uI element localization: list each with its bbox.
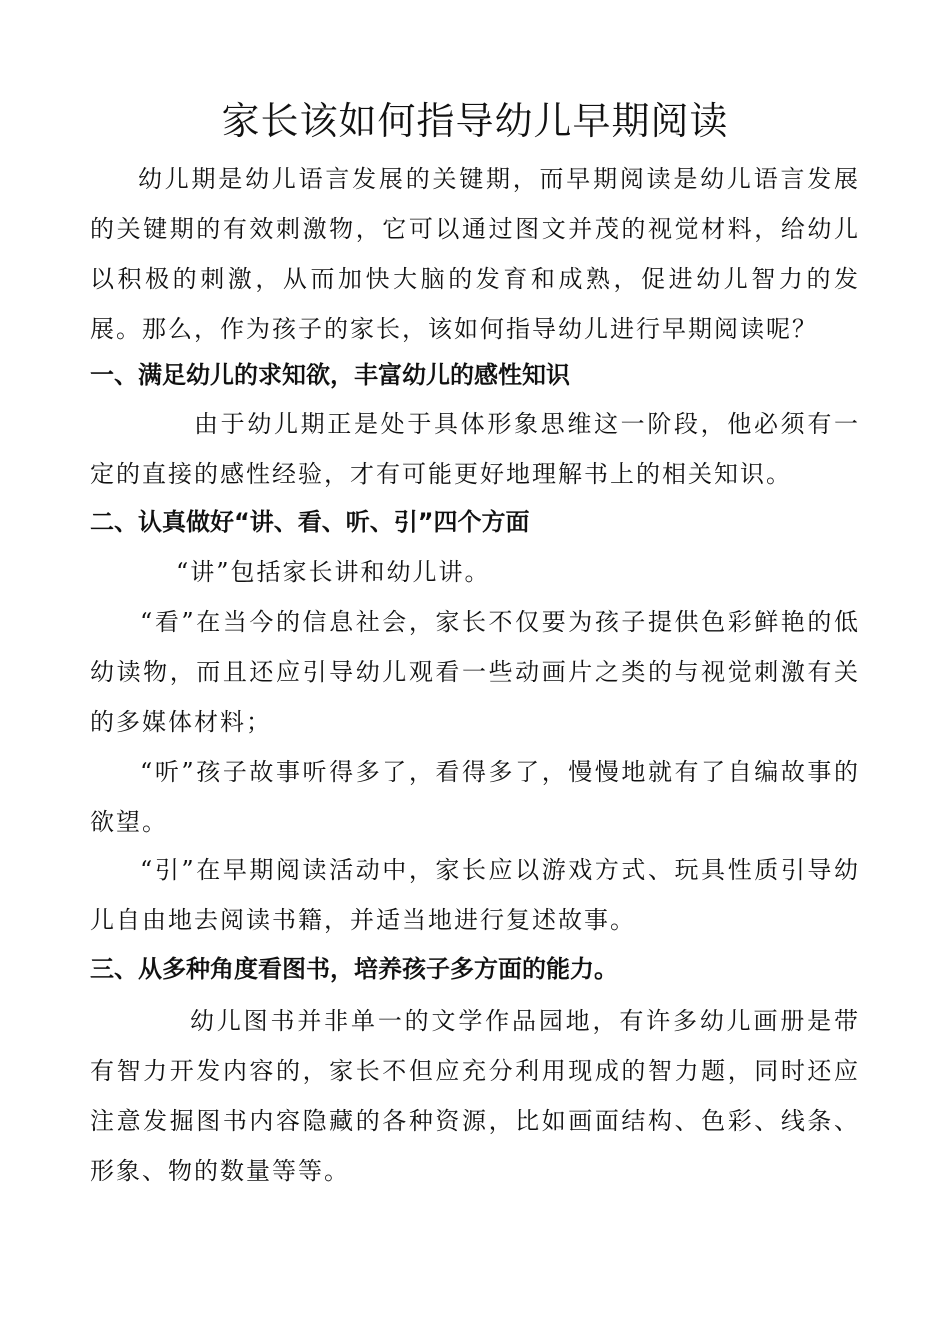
section-1-heading: 一、满足幼儿的求知欲，丰富幼儿的感性知识 [90,361,570,389]
section-2-kan: “看”在当今的信息社会，家长不仅要为孩子提供色彩鲜艳的低幼读物，而且还应引导幼儿观看一些动画片之类的与视觉刺激有关的多媒体材料； [90,608,860,736]
section-1-body: 由于幼儿期正是处于具体形象思维这一阶段，他必须有一定的直接的感性经验，才有可能更好地理解书上的相关知识。 [90,410,860,488]
section-2-heading: 二、认真做好“讲、看、听、引”四个方面 [90,508,530,536]
document-title: 家长该如何指导幼儿早期阅读 [221,99,729,143]
section-3-body: 幼儿图书并非单一的文学作品园地，有许多幼儿画册是带有智力开发内容的，家长不但应充分利用现成的智力题，同时还应注意发掘图书内容隐藏的各种资源，比如画面结构、色彩、线条、形象、物的数量等等。 [90,1007,860,1185]
section-2-ting: “听”孩子故事听得多了，看得多了，慢慢地就有了自编故事的欲望。 [90,758,860,836]
intro-paragraph: 幼儿期是幼儿语言发展的关键期，而早期阅读是幼儿语言发展的关键期的有效刺激物，它可以通过图文并茂的视觉材料，给幼儿以积极的刺激，从而加快大脑的发育和成熟，促进幼儿智力的发展。那么，作为孩子的家长，该如何指导幼儿进行早期阅读呢？ [90,165,860,343]
section-2-jiang: “讲”包括家长讲和幼儿讲。 [176,558,491,586]
section-3-heading: 三、从多种角度看图书，培养孩子多方面的能力。 [90,955,618,983]
section-2-yin: “引”在早期阅读活动中，家长应以游戏方式、玩具性质引导幼儿自由地去阅读书籍，并适当地进行复述故事。 [90,856,860,934]
